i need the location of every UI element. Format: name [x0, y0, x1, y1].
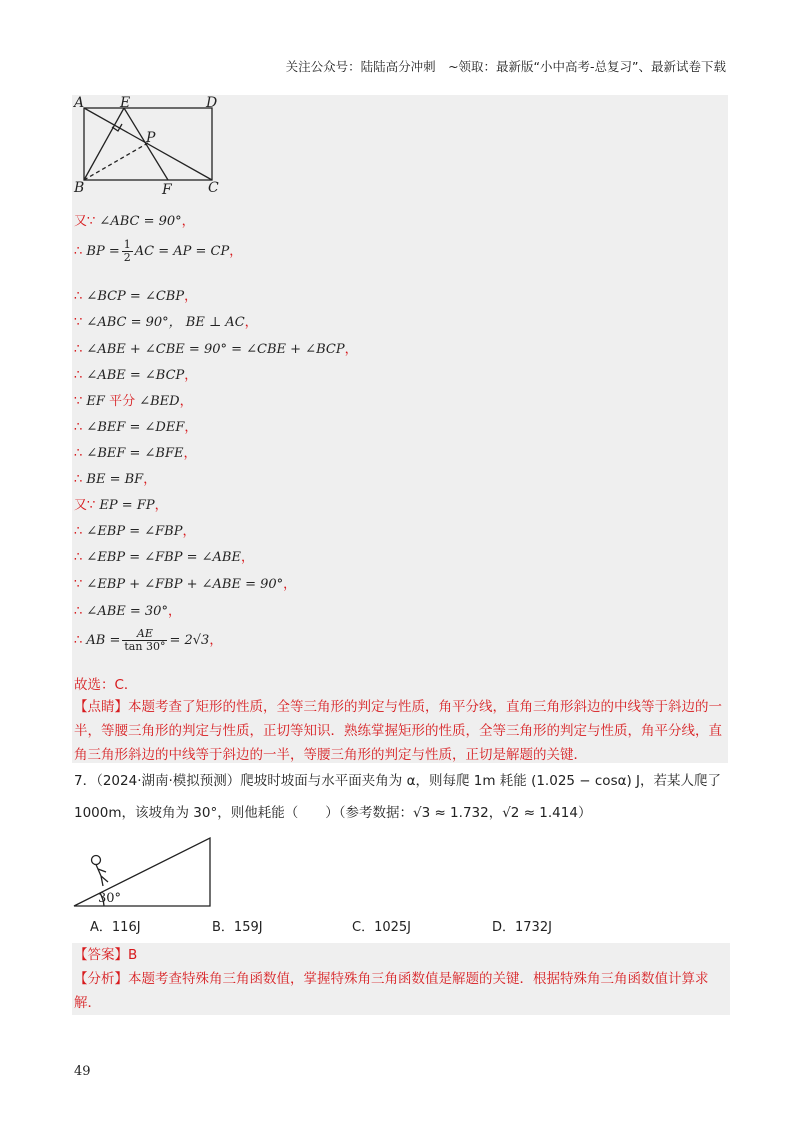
- question-7-line1: 7．（2024·湖南·模拟预测）爬坡时坡面与水平面夹角为 α，则每爬 1m 耗能 (1.025 − cosα) J，若某人爬了: [74, 773, 722, 789]
- option-d: D．1732J: [492, 920, 552, 935]
- step-2: ∴ BP = $\frac{1}{2}$ AC = AP = CP，: [74, 238, 243, 264]
- person-icon: [92, 856, 101, 865]
- label-C: C: [208, 180, 219, 196]
- page-header: 关注公众号：陆陆高分冲刺 ~领取：最新版“小中高考-总复习”、最新试卷下载: [285, 59, 726, 74]
- page-number: 49: [74, 1064, 91, 1079]
- step-11: 又∵ EP = FP，: [74, 498, 168, 513]
- step-5: ∴ ∠ABE + ∠CBE = 90° = ∠CBE + ∠BCP，: [74, 342, 358, 357]
- slope-figure: [72, 836, 217, 908]
- step-7: ∵ EF 平分 ∠BED，: [74, 394, 193, 409]
- question-7-line2: 1000m，该坡角为 30°，则他耗能（ ）（参考数据：√3 ≈ 1.732，√2 ≈ 1.414）: [74, 805, 592, 821]
- step-14: ∵ ∠EBP + ∠FBP + ∠ABE = 90°，: [74, 577, 297, 592]
- option-a: A．116J: [90, 920, 141, 935]
- step-4: ∵ ∠ABC = 90°， BE ⊥ AC，: [74, 315, 258, 330]
- step-3: ∴ ∠BCP = ∠CBP，: [74, 289, 198, 304]
- rectangle-figure: [72, 95, 232, 200]
- label-P: P: [146, 130, 156, 146]
- step-13: ∴ ∠EBP = ∠FBP = ∠ABE，: [74, 550, 254, 565]
- label-D: D: [206, 95, 218, 111]
- step-9: ∴ ∠BEF = ∠BFE，: [74, 446, 197, 461]
- step-15: ∴ ∠ABE = 30°，: [74, 604, 181, 619]
- step-16: ∴ AB = $\frac{AE}{\tan 30^\circ}$ = 2√3，: [74, 627, 223, 653]
- step-12: ∴ ∠EBP = ∠FBP，: [74, 524, 196, 539]
- step-6: ∴ ∠ABE = ∠BCP，: [74, 368, 198, 383]
- label-B: B: [74, 180, 85, 196]
- step-1: 又∵ ∠ABC = 90°，: [74, 214, 195, 229]
- comment-text: 【点睛】本题考查了矩形的性质，全等三角形的判定与性质，角平分线，直角三角形斜边的中线等于斜边的一半，等腰三角形的判定与性质，正切等知识．熟练掌握矩形的性质，全等三角形的判定与性质，角平分线，直角三角形斜边的中线等于斜边的一半，等腰三角形的判定与性质，正切是解题的关键．: [74, 699, 722, 763]
- option-b: B．159J: [212, 920, 263, 935]
- step-8: ∴ ∠BEF = ∠DEF，: [74, 420, 198, 435]
- label-A: A: [74, 95, 85, 111]
- option-c: C．1025J: [352, 920, 411, 935]
- analysis-text: 【分析】本题考查特殊角三角函数值，掌握特殊角三角函数值是解题的关键．根据特殊角三角函数值计算求解．: [72, 967, 730, 1015]
- answer-text: 【答案】B: [72, 943, 730, 967]
- step-10: ∴ BE = BF，: [74, 472, 157, 487]
- choice-text: 故选：C．: [74, 677, 138, 693]
- label-E: E: [120, 95, 131, 111]
- angle-label: 30°: [98, 891, 122, 906]
- label-F: F: [162, 182, 172, 198]
